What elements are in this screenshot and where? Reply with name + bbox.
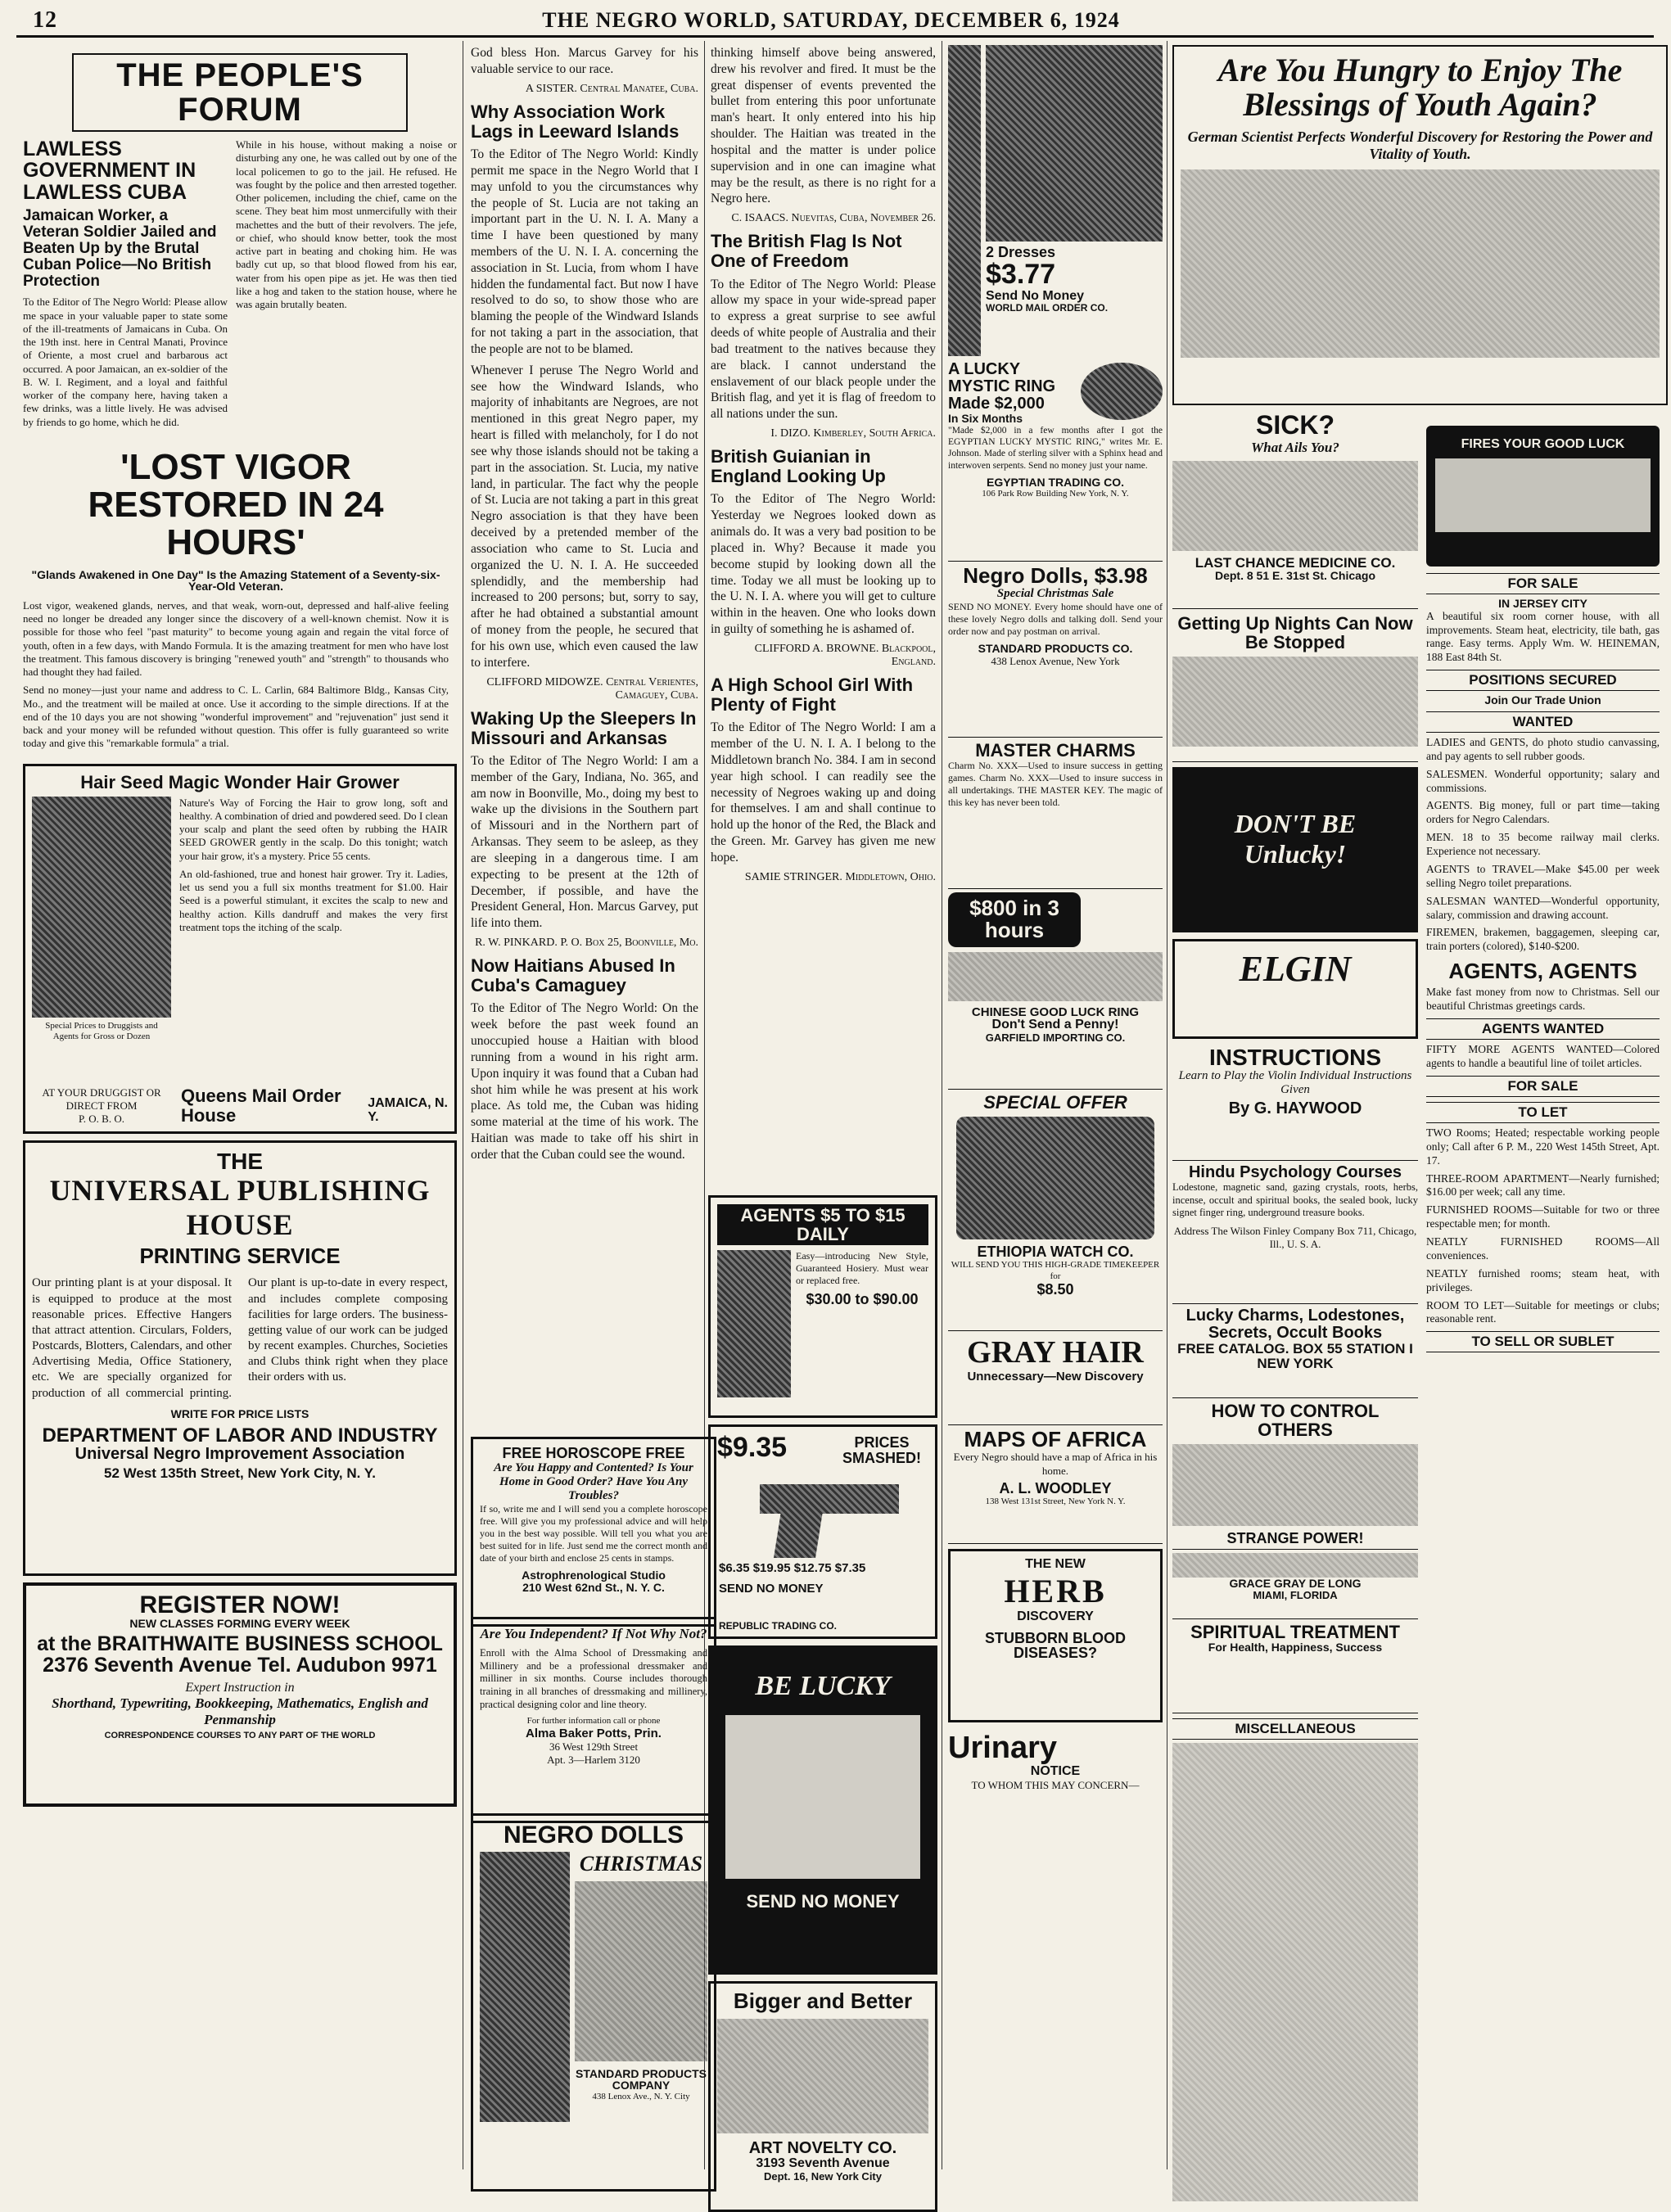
- getting-up-text-block: [1172, 657, 1418, 747]
- universal-address: 52 West 135th Street, New York City, N. Y.: [104, 1465, 376, 1481]
- universal-write: WRITE FOR PRICE LISTS: [170, 1406, 309, 1420]
- misc-text-block: [1172, 1743, 1418, 2201]
- herb-title: HERB: [1004, 1572, 1107, 1609]
- page-number: 12: [33, 7, 57, 33]
- dolls-small-xmas: CHRISTMAS: [579, 1851, 703, 1876]
- ring-icon: [1081, 363, 1163, 420]
- elgin-watch-ad: [1172, 939, 1418, 1039]
- forum-body-left: To the Editor of The Negro World: Please allow me space in your valuable paper to state some of the ill-treatments of Jamaicans in Cuba. On the 19th inst. here in Central Manati, Province of Oriente, a most cruel and barbarous act occurred. A poor Jamaican, an ex-soldier of the B. W. I. Regiment, and a loyal and faithful worker of the company here, having taken a few drinks, was a little lively. He was advised by friends to go home, which he did.: [23, 296, 228, 428]
- universal-title: UNIVERSAL PUBLISHING HOUSE: [49, 1174, 431, 1242]
- egyptian-trading: EGYPTIAN TRADING CO.: [986, 476, 1124, 490]
- universal-the: THE: [217, 1148, 263, 1174]
- mystic-ring-ad: [948, 356, 1163, 562]
- bigger-better-ad: [708, 1981, 937, 2212]
- independent-address: 36 West 129th Street: [549, 1740, 639, 1753]
- col3-sig-2: CLIFFORD A. BROWNE. Blackpool, England.: [754, 642, 936, 668]
- ring-sub: In Six Months: [948, 412, 1023, 425]
- col3-headline-3: A High School Girl With Plenty of Fight: [711, 674, 914, 716]
- forum-headline: LAWLESS GOVERNMENT IN LAWLESS CUBA: [23, 138, 196, 204]
- independent-name: Alma Baker Potts, Prin.: [526, 1726, 662, 1740]
- col2-headline-2: Waking Up the Sleepers In Missouri and Arkansas: [471, 707, 697, 748]
- dolls-small-address: 438 Lenox Ave., N. Y. City: [592, 2091, 690, 2101]
- column-6: [1426, 426, 1660, 2178]
- horoscope-studio: Astrophrenological Studio: [522, 1568, 666, 1582]
- agents-body: Easy—introducing New Style, Guaranteed Hosiery. Must wear or replaced free.: [796, 1250, 928, 1287]
- art-dept: Dept. 16, New York City: [763, 2170, 882, 2183]
- dress-woman-image: [986, 45, 1163, 242]
- spiritual-title: SPIRITUAL TREATMENT: [1190, 1622, 1400, 1642]
- col2-body-1b: Whenever I peruse The Negro World and see how the Windward Islands, who majority of inhabitants are Negroes, are not mentioned in this great Negro paper, my heart is filled with melancholy, for I do not see why those islands should not be taking a part in the association. St. Lucia, my native land, in particular. The fact why the people of St. Lucia are not taking a part in this great Negro association is that they have been deceived by a pretended member of the association who came to St. Lucia and organized the U. N. I. A. He succeeded splendidly, and the membership had increased to 200 persons; but, sorry to say, after he had obtained a substantial amount of money from the people, he secured that for his own use, which even caused the law to interfere.: [471, 363, 698, 670]
- lucky-charms-ad: [1172, 1304, 1418, 1398]
- forum-subhead: Jamaican Worker, a Veteran Soldier Jailed and Beaten Up by the Brutal Cuban Police—No British Protection: [23, 206, 217, 290]
- getting-up-nights-ad: [1172, 609, 1418, 762]
- grace-text-block: [1172, 1553, 1418, 1578]
- spiritual-ad: [1172, 1619, 1418, 1713]
- col3-headline-1: The British Flag Is Not One of Freedom: [711, 231, 902, 272]
- masthead-title: THE NEGRO WORLD, SATURDAY, DECEMBER 6, 1924: [542, 7, 1120, 32]
- fires-luck-ad: [1426, 426, 1660, 567]
- maps-title: MAPS OF AFRICA: [964, 1427, 1147, 1451]
- column-4: [948, 45, 1163, 2178]
- positions-heading: POSITIONS SECURED: [1426, 670, 1660, 691]
- independent-apt: Apt. 3—Harlem 3120: [547, 1753, 640, 1766]
- gun-smashed: PRICES SMASHED!: [842, 1434, 921, 1466]
- youth-ad: [1172, 45, 1668, 405]
- doll-image: [480, 1852, 570, 2122]
- wanted-2: SALESMEN. Wonderful opportunity; salary and commissions.: [1426, 767, 1660, 794]
- german-scientist: German Scientist Perfects Wonderful Discovery for Restoring the Power and Vitality of Youth.: [1187, 129, 1653, 162]
- ring-body: "Made $2,000 in a few months after I got the EGYPTIAN LUCKY MYSTIC RING," writes Mr. E. Johnson. Made of sterling silver with a Sphinx head and interwoven serpents. Send no money just your name.: [948, 425, 1163, 471]
- dont-be-unlucky: DON'T BE Unlucky!: [1234, 809, 1357, 869]
- world-mail: WORLD MAIL ORDER CO.: [986, 302, 1109, 314]
- sick-ad: [1172, 412, 1418, 609]
- dont-be-unlucky-ad: [1172, 767, 1418, 932]
- spiritual-sub: For Health, Happiness, Success: [1208, 1641, 1383, 1654]
- last-chance-address: Dept. 8 51 E. 31st St. Chicago: [1214, 569, 1376, 583]
- hindu-title: Hindu Psychology Courses: [1188, 1163, 1402, 1181]
- hindu-ad: [1172, 1161, 1418, 1304]
- vigor-sub: "Glands Awakened in One Day" Is the Amazing Statement of a Seventy-six-Year-Old Veteran.: [31, 567, 440, 594]
- wanted-1: LADIES and GENTS, do photo studio canvassing, and pay agents to sell rubber goods.: [1426, 735, 1660, 762]
- gun-price: $9.35: [717, 1432, 788, 1463]
- let-5: NEATLY furnished rooms; steam heat, with privileges.: [1426, 1266, 1660, 1293]
- bigger-text-block: [717, 2019, 928, 2133]
- hair-ad-house: Queens Mail Order House: [181, 1086, 341, 1126]
- gray-hair-sub: Unnecessary—New Discovery: [967, 1370, 1144, 1384]
- wanted-7: FIREMEN, brakemen, baggagemen, sleeping car, train porters (colored), $140-$200.: [1426, 926, 1660, 953]
- watch-price: $8.50: [1036, 1281, 1074, 1298]
- watch-body: WILL SEND YOU THIS HIGH-GRADE TIMEKEEPER for: [951, 1259, 1160, 1281]
- grace-city: MIAMI, FLORIDA: [1253, 1588, 1338, 1601]
- col2-body-1: To the Editor of The Negro World: Kindly permit me space in the Negro World that I may unfold to you the circumstances why the people of St. Lucia are not taking an important part in the U. N. I. A. Many a time I have been questioned by many members of the U. N. I. A. concerning the association in St. Lucia, from whom I have hidden the fundamental fact. But now I have resolved to do so, to show those who are blaming the people of the Windward Islands for not taking a part in the association, that the people are not to be blamed.: [471, 147, 698, 356]
- wanted-4: MEN. 18 to 35 become railway mail clerks. Experience not necessary.: [1426, 831, 1660, 857]
- register-title: REGISTER NOW!: [139, 1591, 341, 1618]
- gun-prices: $6.35 $19.95 $12.75 $7.35: [719, 1561, 866, 1575]
- bigger-title: Bigger and Better: [733, 1989, 913, 2013]
- let-1: TWO Rooms; Heated; respectable working people only; Call after 6 P. M., 220 West 145th Street, Apt. 17.: [1426, 1126, 1660, 1167]
- hosiery-woman-image: [717, 1250, 791, 1397]
- register-school: at the BRAITHWAITE BUSINESS SCHOOL: [37, 1632, 443, 1655]
- negro-dolls-ad: [948, 562, 1163, 738]
- fires-good-luck: FIRES YOUR GOOD LUCK: [1461, 437, 1625, 451]
- herb-discovery: DISCOVERY: [1017, 1609, 1094, 1623]
- learn-violin: Learn to Play the Violin Individual Instructions Given: [1178, 1069, 1412, 1097]
- register-now-ad: [23, 1582, 457, 1807]
- dolls-sub: Special Christmas Sale: [996, 587, 1114, 601]
- be-lucky-text-block: [725, 1715, 920, 1879]
- col2-body-3: To the Editor of The Negro World: On the week before the past week found an unoccupied house a Haitian with blood running from a wound in his right arm. Upon inquiry it was found that a Cuban had shot him while he was present at his work place. As told me, the Cuban was hiding some material at the time of his work. The Haitian was made to take off his shirt in order that the Cuban could see the wound.: [471, 1001, 698, 1162]
- jersey-city: IN JERSEY CITY: [1498, 597, 1587, 610]
- col3-sig-3: SAMIE STRINGER. Middletown, Ohio.: [744, 870, 936, 883]
- free-catalog: FREE CATALOG. BOX 55 STATION I NEW YORK: [1177, 1341, 1413, 1371]
- horoscope-body: If so, write me and I will send you a complete horoscope free. Will give you my professional advice and will help you in the best way possible. Will tell you what you are best suited for in life. Just send me the correct month and date of your birth and enclose 25 cents in stamps.: [480, 1502, 707, 1564]
- what-ails-you: What Ails You?: [1251, 439, 1339, 455]
- maps-by: A. L. WOODLEY: [999, 1479, 1112, 1496]
- fires-text-block: [1435, 458, 1651, 532]
- dolls-body: SEND NO MONEY. Every home should have one of these lovely Negro dolls and talking doll. Send your order now and pay postman on arrival.: [948, 601, 1163, 638]
- special-offer: SPECIAL OFFER: [983, 1092, 1127, 1113]
- sick-text-block: [1172, 461, 1418, 551]
- dolls-small-title: NEGRO DOLLS: [503, 1822, 684, 1849]
- agents-title: AGENTS $5 TO $15 DAILY: [717, 1204, 928, 1245]
- be-lucky-ad: [708, 1645, 937, 1975]
- col2-sig-1: CLIFFORD MIDOWZE. Central Verientes, Camaguey, Cuba.: [486, 675, 698, 702]
- ethiopia-watch: ETHIOPIA WATCH CO.: [977, 1244, 1134, 1261]
- gray-hair-title: GRAY HAIR: [967, 1335, 1144, 1370]
- agents-price: $30.00 to $90.00: [806, 1291, 919, 1308]
- col3-sig-1: I. DIZO. Kimberley, South Africa.: [770, 427, 936, 440]
- lucky-charms: Lucky Charms, Lodestones, Secrets, Occult Books: [1186, 1307, 1405, 1342]
- register-subjects: Shorthand, Typewriting, Bookkeeping, Mathematics, English and Penmanship: [52, 1695, 428, 1728]
- universal-body: Our printing plant is at your disposal. It is equipped to produce at the most reasonable prices. Effective Hangers that attract attention. Circulars, Folders, Postcards, Blotters, Calendars, and other Advertising Media, Office Stationery, etc. We are specially organized for production of all commercial printing. Our plant is up-to-date in every respect, and includes complete composing facilities for large orders. The business-getting value of our work can be judged by recent examples. Churches, Societies and Clubs think right when they place their orders with us.: [32, 1276, 448, 1400]
- control-text-block: [1172, 1444, 1418, 1526]
- dresses-label: 2 Dresses: [986, 244, 1056, 260]
- col3-body-1: To the Editor of The Negro World: Please allow my space in your wide-spread paper to express a great surprise to see awful deeds of white people of Australia and their bad treatment to the natives because they are black. I cannot understand the enslavement of our black people under the British flag, and yet it is flag of freedom to all nations under the sun.: [711, 277, 936, 422]
- vigor-body: Lost vigor, weakened glands, nerves, and that weak, worn-out, depressed and half-alive feeling need no longer be dreaded any longer since the discovery of a well-known chemist. Now it is possible for those who feel "past maturity" to become young again and regain the vital force of youth, often in a few days, with Mando Formula. It is the amazing treatment for men who have lost the treatment. This famous discovery is bringing "renewed youth" and "strength" to thousands who had thought they had failed.: [23, 598, 449, 679]
- col2-sig-2: R. W. PINKARD. P. O. Box 25, Boonville, Mo.: [475, 937, 698, 950]
- agents-body: Make fast money from now to Christmas. Sell our beautiful Christmas greetings cards.: [1426, 986, 1660, 1013]
- wanted-heading: WANTED: [1426, 711, 1660, 733]
- col3-top: thinking himself above being answered, drew his revolver and fired. It must be the great dispenser of events prevented the bullet from entering this poor unfortunate man's heart. It only entered into his hip shoulder. The Haitian was treated in the hospital and the matter is under police supervision and in one can imagine what may be the result, as there is no right for a Negro here.: [711, 46, 936, 206]
- maps-address: 138 West 131st Street, New York N. Y.: [985, 1496, 1126, 1506]
- art-address: 3193 Seventh Avenue: [756, 2156, 890, 2171]
- wanted-6: SALESMAN WANTED—Wonderful opportunity, salary, commission and drawing account.: [1426, 894, 1660, 921]
- to-let-heading: TO LET: [1426, 1102, 1660, 1123]
- col2-headline-3: Now Haitians Abused In Cuba's Camaguey: [471, 955, 675, 996]
- garfield-importing: GARFIELD IMPORTING CO.: [985, 1032, 1126, 1045]
- hair-ad-title: Hair Seed Magic Wonder Hair Grower: [80, 771, 400, 792]
- gun-send: SEND NO MONEY: [719, 1582, 824, 1596]
- dress-send: Send No Money: [986, 288, 1085, 303]
- horoscope-address: 210 West 62nd St., N. Y. C.: [522, 1580, 665, 1594]
- dress-price: $3.77: [986, 258, 1056, 290]
- hair-ad-body-2: An old-fashioned, true and honest hair grower. Try it. Ladies, let us send you a full six months treatment for $1.00. Hair Seed is a powerful stimulant, it excites the scalp to new and healthy action. Kills dandruff and makes the very first treatment tops the itching of the scalp.: [179, 867, 448, 933]
- chinese-ring: CHINESE GOOD LUCK RING: [971, 1004, 1140, 1019]
- independent-body: Enroll with the Alma School of Dressmaking and Millinery and be a professional dressmaker and milliner in six months. Course includes thorough training in all branches of dressmaking and millinery, practical designing color and line theory.: [480, 1647, 707, 1710]
- register-sub: NEW CLASSES FORMING EVERY WEEK: [129, 1617, 350, 1631]
- col2-top: God bless Hon. Marcus Garvey for his valuable service to our race.: [471, 46, 698, 76]
- col3-body-2: To the Editor of The Negro World: Yesterday we Negroes looked down as animals do. It was a very bad position to be placed in. Why? Because it made you become stupid by looking down all the time. Today we all must be looking up to the U. N. I. A. where you will get to culture within in the heaven. One who looks down in guilty of something he is ashamed of.: [711, 492, 936, 637]
- register-expert: Expert Instruction in: [185, 1681, 295, 1695]
- wanted-5: AGENTS to TRAVEL—Make $45.00 per week selling Negro toilet preparations.: [1426, 862, 1660, 889]
- hair-ad-po: P. O. B. O.: [79, 1113, 124, 1126]
- chinese-ring-ad: [948, 889, 1163, 1090]
- column-3-lower-ads: [708, 1195, 937, 2183]
- be-lucky-send: SEND NO MONEY: [746, 1891, 900, 1912]
- getting-up-title: Getting Up Nights Can Now Be Stopped: [1177, 613, 1413, 653]
- independent-info: For further information call or phone: [526, 1716, 661, 1727]
- col2-headline-1: Why Association Work Lags in Leeward Islands: [471, 101, 680, 142]
- hair-ad-city: JAMAICA, N. Y.: [368, 1096, 448, 1124]
- egyptian-address: 106 Park Row Building New York, N. Y.: [982, 488, 1129, 499]
- hungry-headline: Are You Hungry to Enjoy The Blessings of Youth Again?: [1217, 52, 1623, 123]
- maps-body: Every Negro should have a map of Africa in his home.: [953, 1451, 1158, 1477]
- agents-wanted-heading: AGENTS WANTED: [1426, 1018, 1660, 1040]
- join-union: Join Our Trade Union: [1484, 693, 1601, 707]
- notice-body: TO WHOM THIS MAY CONCERN—: [971, 1778, 1140, 1791]
- hair-ad-body: Nature's Way of Forcing the Hair to grow long, soft and healthy. A combination of dried and powdered seed. Do I clean your scalp and plant the seed often by rubbing the HAIR SEED GROWER gently in the scalp. Do this tonight; watch your hair grow, it's a mystery. Price 55 cents.: [179, 796, 448, 862]
- grace-name: GRACE GRAY DE LONG: [1229, 1577, 1362, 1590]
- col3-top-sig: C. ISAACS. Nuevitas, Cuba, November 26.: [731, 212, 936, 225]
- instructions-title: INSTRUCTIONS: [1209, 1045, 1381, 1070]
- control-others-ad: [1172, 1398, 1418, 1550]
- watch-ad: [948, 1090, 1163, 1331]
- maps-of-africa-ad: [948, 1425, 1163, 1544]
- column-1: [23, 45, 457, 2178]
- hindu-address: Address The Wilson Finley Company Box 711, Chicago, Ill., U. S. A.: [1173, 1224, 1417, 1251]
- vigor-headline: 'LOST VIGOR RESTORED IN 24 HOURS': [88, 446, 384, 563]
- register-foot: CORRESPONDENCE COURSES TO ANY PART OF THE WORLD: [104, 1731, 376, 1741]
- horoscope-question: Are You Happy and Contented? Is Your Home in Good Order? Have You Any Troubles?: [494, 1460, 693, 1502]
- register-address: 2376 Seventh Avenue Tel. Audubon 9971: [43, 1654, 437, 1677]
- chinese-text-block: [948, 952, 1163, 1001]
- dolls-text-block: [575, 1881, 707, 2061]
- jersey-body: A beautiful six room corner house, with all improvements. Steam heat, electricity, tile bath, gas range. Easy terms. Apply Wm. W. HEINEMAN, 188 East 84th St.: [1426, 609, 1660, 664]
- col2-top-sig: A SISTER. Central Manatee, Cuba.: [525, 82, 698, 95]
- charms-body: Charm No. XXX—Used to insure success in getting games. Charm No. XXX—Used to insure success in all undertakings. THE MASTER KEY. The magic of this key has never been told.: [948, 760, 1163, 809]
- standard-products: STANDARD PRODUCTS CO.: [978, 642, 1133, 656]
- haywood: By G. HAYWOOD: [1228, 1099, 1362, 1118]
- sell-sublet-heading: TO SELL OR SUBLET: [1426, 1331, 1660, 1352]
- wanted-3: AGENTS. Big money, full or part time—taking orders for Negro Calendars.: [1426, 799, 1660, 826]
- herb-the-new: THE NEW: [1025, 1557, 1086, 1571]
- let-2: THREE-ROOM APARTMENT—Nearly furnished; $16.00 per week; call any time.: [1426, 1171, 1660, 1199]
- col3-body-3: To the Editor of The Negro World: I am a member of the U. N. I. A. I belong to the Middletown branch No. 384. I am in second year high school. I can readily see the necessity of Negroes waking up and doing for themselves. I am and shall continue to hold up the honor of the Red, the Black and the Green. Mr. Garvey has given me new hope.: [711, 720, 936, 864]
- vertical-banner: [948, 45, 981, 356]
- agents-agents: AGENTS, AGENTS: [1448, 959, 1637, 984]
- hindu-body: Lodestone, magnetic sand, gazing crystals, roots, herbs, incense, occult and spiritual books, the sealed book, lucky signet finger ring, underground treasure books.: [1172, 1181, 1418, 1219]
- ring-title: A LUCKY MYSTIC RING Made $2,000: [948, 360, 1056, 413]
- negro-dolls-christmas-ad: [471, 1813, 716, 2192]
- misc-heading: MISCELLANEOUS: [1172, 1718, 1418, 1740]
- for-sale-heading: FOR SALE: [1426, 573, 1660, 594]
- universal-service: PRINTING SERVICE: [139, 1244, 341, 1269]
- strange-power: STRANGE POWER!: [1226, 1530, 1364, 1547]
- urinary-ad: [948, 1729, 1163, 1822]
- hair-seed-ad: [23, 764, 457, 1134]
- masthead: [16, 5, 1654, 38]
- youth-text-block: [1181, 169, 1660, 358]
- col2-body-2: To the Editor of The Negro World: I am a member of the Gary, Indiana, No. 365, and am now in Boonville, Mo., doing my best to wake up the divisions in the Southern part of Missouri and in the Northern part of Arkansas. They seem to be asleep, as they are sleeping in a dangerous time. I am expecting to be present at the 12th of December, if possible, and have the President General, Hon. Marcus Garvey, put life into them.: [471, 753, 698, 931]
- republic-trading: REPUBLIC TRADING CO.: [719, 1620, 837, 1632]
- watch-box-image: [956, 1117, 1154, 1239]
- last-chance: LAST CHANCE MEDICINE CO.: [1195, 554, 1396, 571]
- dolls-title: Negro Dolls, $3.98: [963, 563, 1148, 588]
- independent-title: Are You Independent? If Not Why Not?: [480, 1626, 707, 1641]
- herb-blood: STUBBORN BLOOD DISEASES?: [985, 1629, 1126, 1662]
- grace-ad: [1172, 1550, 1418, 1619]
- pistol-image: [760, 1484, 899, 1558]
- notice-title: NOTICE: [1030, 1763, 1081, 1778]
- hair-ad-caption: Special Prices to Druggists and Agents for Gross or Dozen: [45, 1020, 158, 1042]
- universal-unia: Universal Negro Improvement Association: [75, 1444, 405, 1463]
- s800: $800 in 3 hours: [948, 892, 1081, 947]
- forum-title: THE PEOPLE'S FORUM: [116, 57, 364, 128]
- gray-hair-ad: [948, 1331, 1163, 1425]
- art-novelty: ART NOVELTY CO.: [748, 2139, 897, 2158]
- pistol-prices-ad: [708, 1424, 937, 1639]
- vigor-body-2: Send no money—just your name and address to C. L. Carlin, 684 Baltimore Bldg., Kansas City, Mo., and the treatment will be mailed at once. Use it according to the simple directions. If at the end of the 10 days you are not showing "wonderful improvement" and "rejuvenation" just send it back and your money will be refunded without question. This offer is fully guaranteed so write today and give this "remarkable formula" a trial.: [23, 684, 449, 750]
- column-2: [471, 45, 707, 2178]
- dont-send-penny: Don't Send a Penny!: [991, 1018, 1119, 1032]
- violin-ad: [1172, 1045, 1418, 1161]
- universal-publishing-ad: [23, 1140, 457, 1576]
- herb-discovery-ad: [948, 1549, 1163, 1722]
- charms-title: MASTER CHARMS: [975, 740, 1136, 761]
- horoscope-ad: [471, 1437, 716, 1627]
- agents-hosiery-ad: [708, 1195, 937, 1418]
- horoscope-title: FREE HOROSCOPE FREE: [502, 1445, 685, 1461]
- control-title: HOW TO CONTROL OTHERS: [1211, 1401, 1380, 1441]
- universal-dept: DEPARTMENT OF LABOR AND INDUSTRY: [42, 1424, 438, 1447]
- let-3: FURNISHED ROOMS—Suitable for two or three respectable men; for month.: [1426, 1203, 1660, 1230]
- hair-ad-druggist: AT YOUR DRUGGIST OR DIRECT FROM: [42, 1086, 161, 1113]
- for-sale-2-heading: FOR SALE: [1426, 1076, 1660, 1097]
- let-4: NEATLY FURNISHED ROOMS—All conveniences.: [1426, 1235, 1660, 1262]
- urinary-title: Urinary: [948, 1731, 1058, 1765]
- forum-body-mid: While in his house, without making a noise or disturbing any one, he was called out by one of the local policemen to go to the jail. He refused. He was fought by the police and then arrested together. Other policemen, including the chief, came on the scene. They beat him most unmercifully with their machettes and the butt of their revolvers. The jefe, or chief, who should know better, took the most active part in beating and choking him. He was badly cut up, so that blood flowed from his ear, water from his open pipe as jet. He was then tied like a hog and taken to the station house, where he was again brutally beaten.: [236, 138, 457, 310]
- fifty-agents: FIFTY MORE AGENTS WANTED—Colored agents to handle a beautiful line of toilet articles.: [1426, 1043, 1660, 1070]
- sick-title: SICK?: [1256, 410, 1335, 440]
- col3-headline-2: British Guianian in England Looking Up: [711, 446, 886, 487]
- be-lucky-title: BE LUCKY: [755, 1671, 891, 1701]
- master-charms-ad: [948, 738, 1163, 889]
- woman-long-hair-image: [32, 797, 171, 1018]
- standard-address: 438 Lenox Avenue, New York: [991, 654, 1120, 667]
- let-6: ROOM TO LET—Suitable for meetings or clubs; reasonable rent.: [1426, 1298, 1660, 1325]
- dolls-small-company: STANDARD PRODUCTS COMPANY: [576, 2066, 707, 2092]
- alma-school-ad: [471, 1617, 716, 1823]
- elgin-title: ELGIN: [1239, 949, 1352, 989]
